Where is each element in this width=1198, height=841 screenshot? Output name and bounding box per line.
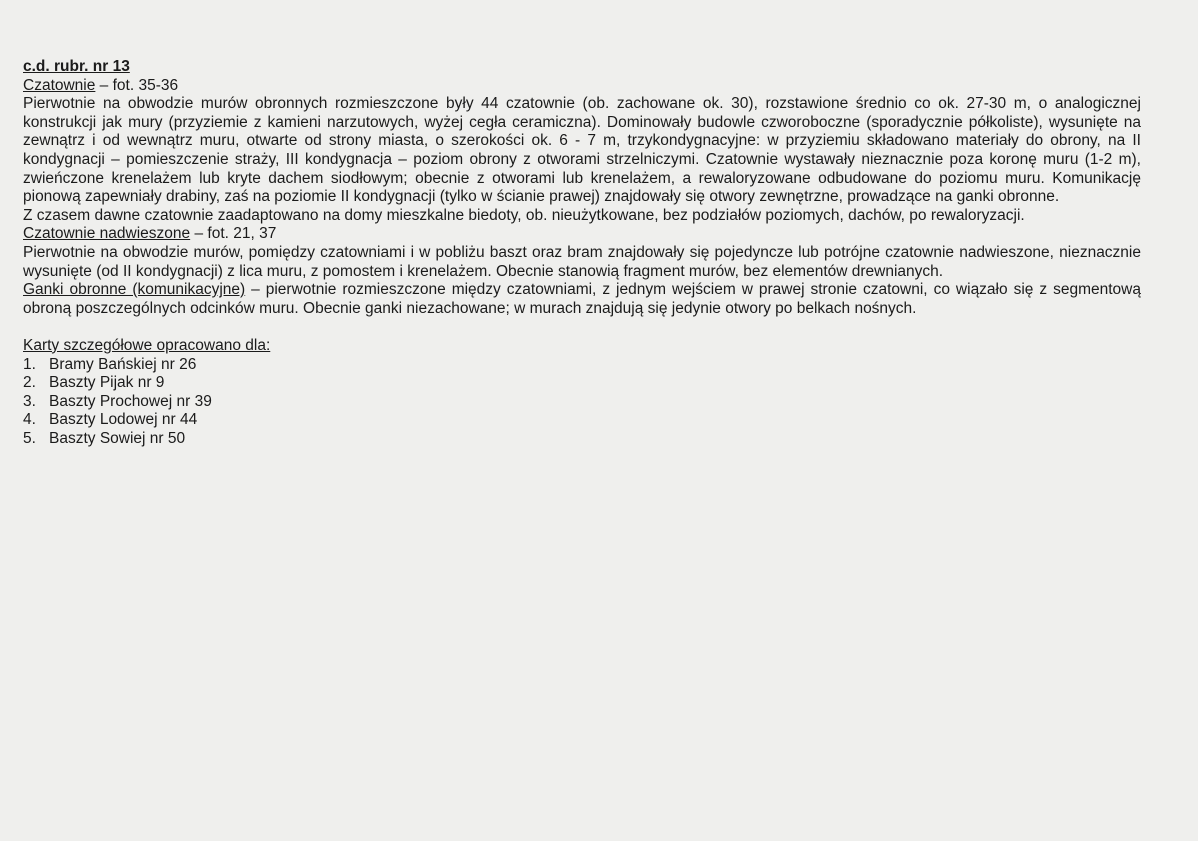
- cards-list: [23, 356, 1141, 449]
- list-item-number: 5.: [23, 429, 36, 447]
- list-item: [23, 356, 1141, 375]
- photo-ref-czatownie: – fot. 35-36: [95, 76, 179, 94]
- term-czatownie: Czatownie: [23, 76, 96, 94]
- list-item-number: 1.: [23, 355, 36, 373]
- blank-line: [23, 318, 1141, 337]
- list-item: [23, 411, 1141, 430]
- paragraph-czatownie: Pierwotnie na obwodzie murów obronnych rozmieszczone były 44 czatownie (ob. zachowane ok. 30), rozstawione średnio co ok. 27-30 m, o analogicznej konstrukcji jak mury (przyziemie z kamieni narzutowych, wyżej cegła ceramiczna). Dominowały budowle czworoboczne (sporadycznie półkoliste), wysunięte na zewnątrz i od wewnątrz muru, otwarte od strony miasta, o szerokości ok. 6 - 7 m, trzykondygnacyjne: w przyziemiu składowano materiały do obrony, na II kondygnacji – pomieszczenie straży, III kondygnacja – poziom obrony z otworami strzelniczymi. Czatownie wystawały nieznacznie poza koronę muru (1-2 m), zwieńczone krenelażem lub kryte dachem siodłowym; obecnie z otworami lub krenelażem, a rewaloryzowane odbudowane do poziomu muru. Komunikację pionową zapewniały drabiny, zaś na poziomie II kondygnacji (tylko w ścianie prawej) znajdowały się otwory zewnętrzne, prowadzące na ganki obronne.: [23, 95, 1141, 206]
- list-item-number: 2.: [23, 374, 36, 392]
- section-nadwieszone-title: [23, 225, 1141, 244]
- photo-ref-nadwieszone: – fot. 21, 37: [190, 225, 277, 243]
- cards-list-title: Karty szczegółowe opracowano dla:: [23, 336, 271, 354]
- list-item-text: Baszty Prochowej nr 39: [49, 392, 212, 410]
- list-item-number: 3.: [23, 392, 36, 410]
- ganki-text: – pierwotnie rozmieszczone między czatowniami, z jednym wejściem w prawej stronie czatowni, co wiązało się z segmentową obroną poszczególnych odcinków muru. Obecnie ganki niezachowane; w murach znajdują się jedynie otwory po belkach nośnych.: [23, 281, 1141, 317]
- list-item-text: Baszty Sowiej nr 50: [49, 429, 186, 447]
- list-item-text: Bramy Bańskiej nr 26: [49, 355, 197, 373]
- document-page: [23, 58, 1141, 448]
- term-ganki-obronne: Ganki obronne (komunikacyjne): [23, 281, 246, 299]
- paragraph-ganki: [23, 281, 1141, 318]
- paragraph-nadwieszone: Pierwotnie na obwodzie murów, pomiędzy czatowniami i w pobliżu baszt oraz bram znajdowały się pojedyncze lub potrójne czatownie nadwieszone, nieznacznie wysunięte (od II kondygnacji) z lica muru, z pomostem i krenelażem. Obecnie stanowią fragment murów, bez elementów drewnianych.: [23, 243, 1141, 280]
- term-czatownie-nadwieszone: Czatownie nadwieszone: [23, 225, 191, 243]
- list-item: [23, 393, 1141, 412]
- section-czatownie-title: [23, 77, 1141, 96]
- paragraph-czatownie-adaptation: Z czasem dawne czatownie zaadaptowano na domy mieszkalne biedoty, ob. nieużytkowane, bez podziałów poziomych, dachów, po rewaloryzacji.: [23, 206, 1025, 224]
- list-item-text: Baszty Pijak nr 9: [49, 374, 165, 392]
- list-item-number: 4.: [23, 411, 36, 429]
- section-heading: c.d. rubr. nr 13: [23, 58, 130, 75]
- list-item-text: Baszty Lodowej nr 44: [49, 411, 198, 429]
- list-item: [23, 374, 1141, 393]
- list-item: [23, 430, 1141, 449]
